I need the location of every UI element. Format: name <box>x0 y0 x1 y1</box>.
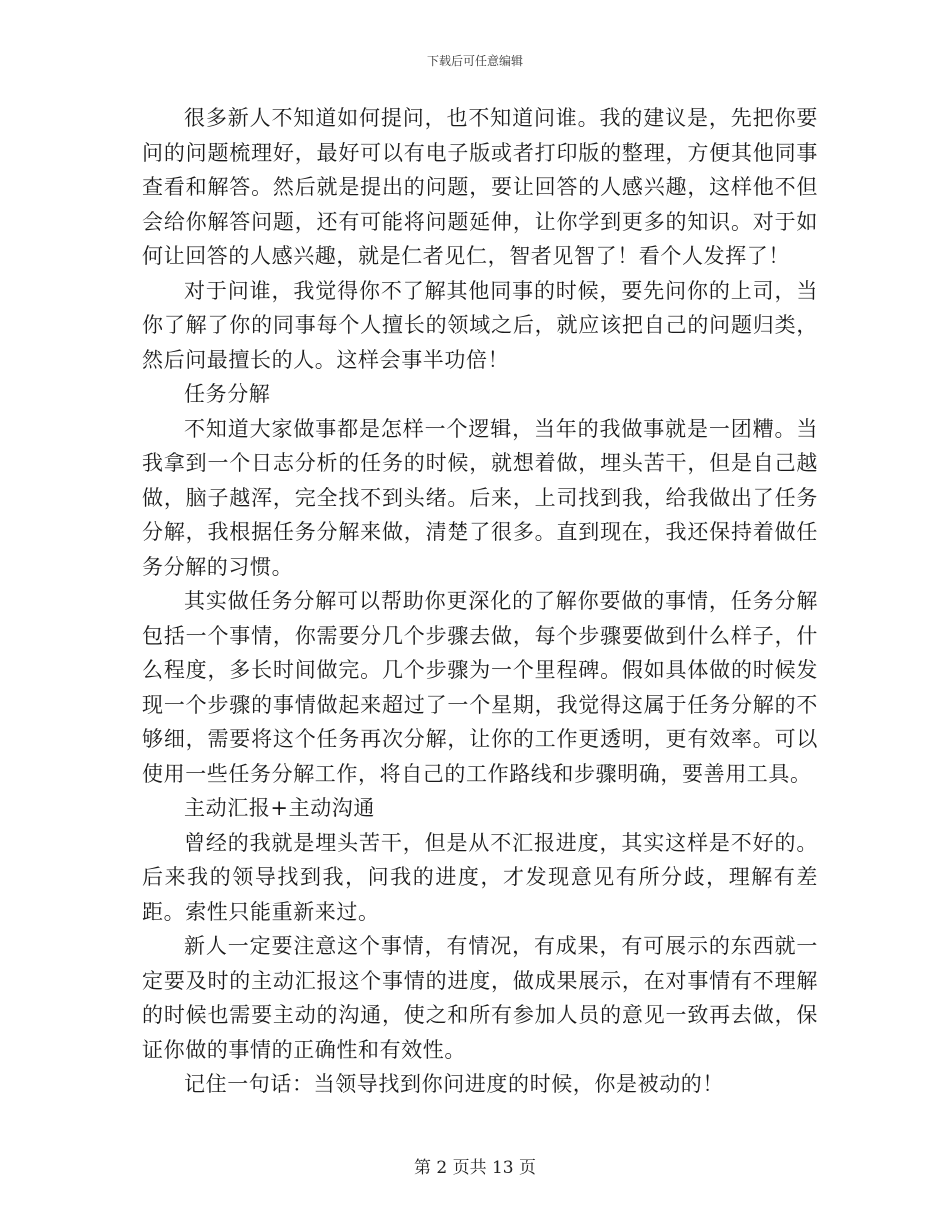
section-heading: 主动汇报+主动沟通 <box>184 796 375 820</box>
paragraph: 新人一定要注意这个事情，有情况，有成果，有可展示的东西就一定要及时的主动汇报这个事情的进度，做成果展示，在对事情有不理解的时候也需要主动的沟通，使之和所有参加人员的意见一致再去做，保证你做的事情的正确性和有效性。 <box>142 934 818 1062</box>
document-body <box>142 101 818 1102</box>
paragraph: 记住一句话：当领导找到你问进度的时候，你是被动的！ <box>184 1072 724 1096</box>
paragraph: 其实做任务分解可以帮助你更深化的了解你要做的事情，任务分解包括一个事情，你需要分几个步骤去做，每个步骤要做到什么样子，什么程度，多长时间做完。几个步骤为一个里程碑。假如具体做的时候发现一个步骤的事情做起来超过了一个星期，我觉得这属于任务分解的不够细，需要将这个任务再次分解，让你的工作更透明，更有效率。可以使用一些任务分解工作，将自己的工作路线和步骤明确，要善用工具。 <box>142 589 818 786</box>
paragraph: 不知道大家做事都是怎样一个逻辑，当年的我做事就是一团糟。当我拿到一个日志分析的任务的时候，就想着做，埋头苦干，但是自己越做，脑子越浑，完全找不到头绪。后来，上司找到我，给我做出了任务分解，我根据任务分解来做，清楚了很多。直到现在，我还保持着做任务分解的习惯。 <box>142 416 818 579</box>
paragraph: 对于问谁，我觉得你不了解其他同事的时候，要先问你的上司，当你了解了你的同事每个人擅长的领域之后，就应该把自己的问题归类，然后问最擅长的人。这样会事半功倍！ <box>142 278 818 372</box>
paragraph: 很多新人不知道如何提问，也不知道问谁。我的建议是，先把你要问的问题梳理好，最好可以有电子版或者打印版的整理，方便其他同事查看和解答。然后就是提出的问题，要让回答的人感兴趣，这样他不但会给你解答问题，还有可能将问题延伸，让你学到更多的知识。对于如何让回答的人感兴趣，就是仁者见仁，智者见智了！看个人发挥了！ <box>142 106 818 268</box>
page-header: 下载后可任意编辑 <box>426 54 523 68</box>
page-number: 第 2 页共 13 页 <box>413 1158 537 1178</box>
paragraph: 曾经的我就是埋头苦干，但是从不汇报进度，其实这样是不好的。后来我的领导找到我，问我的进度，才发现意见有所分歧，理解有差距。索性只能重新来过。 <box>142 830 818 924</box>
section-heading: 任务分解 <box>184 382 271 406</box>
